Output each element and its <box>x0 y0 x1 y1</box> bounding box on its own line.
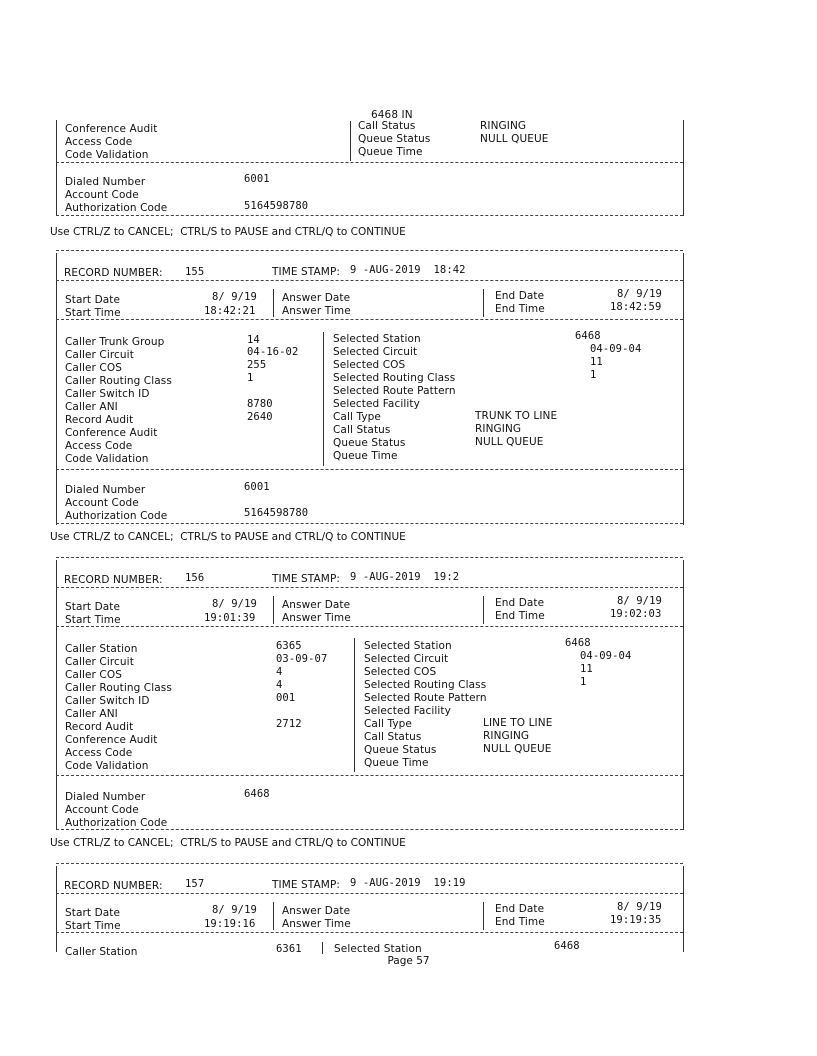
record-155-selected-value-2: 11 <box>590 356 603 368</box>
record-156-number: 156 <box>185 572 205 584</box>
fragment-left-1: Access Code <box>65 136 133 148</box>
record-157-start-time: 19:19:16 <box>204 918 256 930</box>
record-155-start-time: 18:42:21 <box>204 305 256 317</box>
record-156-start-time-label: Start Time <box>65 614 121 626</box>
record-155-dialed-value: 6001 <box>244 481 270 493</box>
record-156-end-time: 19:02:03 <box>610 608 662 620</box>
record-156-date-divider-2 <box>483 596 484 624</box>
record-155-start-date: 8/ 9/19 <box>212 291 257 303</box>
record-156-selected-value-6: LINE TO LINE <box>483 717 553 729</box>
record-156-end-date-label: End Date <box>495 597 545 609</box>
record-156-selected-label-3: Selected Routing Class <box>364 679 487 691</box>
record-155-selected-value-0: 6468 <box>575 330 601 342</box>
record-157-end-date: 8/ 9/19 <box>617 901 662 913</box>
record-156-dash-3 <box>56 775 683 776</box>
record-156-selected-value-1: 04-09-04 <box>580 650 632 662</box>
record-157-dash-2 <box>56 932 683 933</box>
record-155-date-divider-2 <box>483 289 484 317</box>
record-155-dash-3 <box>56 469 683 470</box>
record-156-start-date: 8/ 9/19 <box>212 598 257 610</box>
fragment-right-label-0: Call Status <box>358 120 416 132</box>
record-156-selected-label-0: Selected Station <box>364 640 452 652</box>
record-155-number-label: RECORD NUMBER: <box>64 267 163 279</box>
record-155-selected-label-2: Selected COS <box>333 359 406 371</box>
record-157-number: 157 <box>185 878 205 890</box>
record-157-date-divider-2 <box>483 902 484 930</box>
record-155-top-dash <box>56 250 683 251</box>
record-155-dash-4 <box>56 523 683 524</box>
fragment-auth-label: Authorization Code <box>65 202 168 214</box>
record-156-caller-label-5: Caller ANI <box>65 708 118 720</box>
record-157-caller-label: Caller Station <box>65 946 138 958</box>
record-156-answer-time-label: Answer Time <box>282 612 351 624</box>
record-155-end-date: 8/ 9/19 <box>617 288 662 300</box>
record-155-caller-value-5: 8780 <box>247 398 273 410</box>
record-155-selected-value-3: 1 <box>590 369 597 381</box>
fragment-dialed-label: Dialed Number <box>65 176 146 188</box>
record-155-start-time-label: Start Time <box>65 307 121 319</box>
record-157-number-label: RECORD NUMBER: <box>64 880 163 892</box>
record-156-selected-value-8: NULL QUEUE <box>483 743 552 755</box>
fragment-dialed-value: 6001 <box>244 173 270 185</box>
record-155-caller-value-6: 2640 <box>247 411 273 423</box>
record-157-top-dash <box>56 863 683 864</box>
record-155-selected-label-8: Queue Status <box>333 437 406 449</box>
fragment-divider <box>350 121 351 161</box>
record-155-start-date-label: Start Date <box>65 294 121 306</box>
record-155-caller-label-5: Caller ANI <box>65 401 118 413</box>
record-155-dialed-label: Dialed Number <box>65 484 146 496</box>
record-156-dash-4 <box>56 829 683 830</box>
record-155-auth-value: 5164598780 <box>244 507 309 519</box>
record-156-dialed-value: 6468 <box>244 788 270 800</box>
record-157-end-date-label: End Date <box>495 903 545 915</box>
record-157-date-divider-1 <box>273 902 274 930</box>
record-157-selected-value: 6468 <box>554 940 580 952</box>
record-155-caller-value-0: 14 <box>247 334 260 346</box>
record-157-answer-time-label: Answer Time <box>282 918 351 930</box>
fragment-left-0: Conference Audit <box>65 123 158 135</box>
record-156-account-label: Account Code <box>65 804 139 816</box>
record-156-caller-label-8: Access Code <box>65 747 133 759</box>
ctrl-message-1: Use CTRL/Z to CANCEL; CTRL/S to PAUSE and CTRL/Q to CONTINUE <box>50 226 406 238</box>
record-155-caller-label-6: Record Audit <box>65 414 134 426</box>
record-156-top-dash <box>56 557 683 558</box>
fragment-header-station: 6468 IN <box>371 109 413 121</box>
record-155-selected-value-1: 04-09-04 <box>590 343 642 355</box>
record-155-caller-label-2: Caller COS <box>65 362 122 374</box>
record-156-timestamp: 9 -AUG-2019 19:2 <box>350 571 460 583</box>
record-156-caller-label-3: Caller Routing Class <box>65 682 172 694</box>
record-155-selected-label-1: Selected Circuit <box>333 346 418 358</box>
record-156-start-date-label: Start Date <box>65 601 121 613</box>
record-155-selected-label-5: Selected Facility <box>333 398 420 410</box>
record-156-selected-value-2: 11 <box>580 663 593 675</box>
record-157-timestamp: 9 -AUG-2019 19:19 <box>350 877 466 889</box>
record-155-end-time-label: End Time <box>495 303 545 315</box>
fragment-right-value-0: RINGING <box>480 120 527 132</box>
record-156-dialed-label: Dialed Number <box>65 791 146 803</box>
record-156-date-divider-1 <box>273 596 274 624</box>
record-155-date-divider-1 <box>273 289 274 317</box>
record-156-caller-value-3: 4 <box>276 679 283 691</box>
record-156-selected-value-0: 6468 <box>565 637 591 649</box>
record-155-end-date-label: End Date <box>495 290 545 302</box>
record-155-caller-label-7: Conference Audit <box>65 427 158 439</box>
record-156-selected-label-1: Selected Circuit <box>364 653 449 665</box>
fragment-dash-2 <box>56 215 683 216</box>
record-155-caller-label-4: Caller Switch ID <box>65 388 150 400</box>
record-155-timestamp-label: TIME STAMP: <box>272 266 341 278</box>
record-155-selected-value-8: NULL QUEUE <box>475 436 544 448</box>
record-155-dash-1 <box>56 280 683 281</box>
record-155-caller-label-8: Access Code <box>65 440 133 452</box>
record-155-selected-label-7: Call Status <box>333 424 391 436</box>
record-156-selected-label-8: Queue Status <box>364 744 437 756</box>
record-156-caller-value-0: 6365 <box>276 640 302 652</box>
record-157-main-divider <box>322 942 323 954</box>
record-155-caller-label-9: Code Validation <box>65 453 149 465</box>
record-155-dash-2 <box>56 319 683 320</box>
record-156-caller-value-2: 4 <box>276 666 283 678</box>
record-157-timestamp-label: TIME STAMP: <box>272 879 341 891</box>
record-156-caller-label-7: Conference Audit <box>65 734 158 746</box>
record-156-caller-label-4: Caller Switch ID <box>65 695 150 707</box>
record-155-selected-value-7: RINGING <box>475 423 522 435</box>
record-155-selected-label-9: Queue Time <box>333 450 398 462</box>
ctrl-message-2: Use CTRL/Z to CANCEL; CTRL/S to PAUSE and CTRL/Q to CONTINUE <box>50 531 406 543</box>
record-156-selected-value-7: RINGING <box>483 730 530 742</box>
fragment-right-label-1: Queue Status <box>358 133 431 145</box>
record-155-selected-label-0: Selected Station <box>333 333 421 345</box>
record-155-main-divider <box>323 332 324 466</box>
record-155-end-time: 18:42:59 <box>610 301 662 313</box>
record-155-caller-label-0: Caller Trunk Group <box>65 336 165 348</box>
fragment-right-value-1: NULL QUEUE <box>480 133 549 145</box>
record-155-number: 155 <box>185 266 205 278</box>
record-156-selected-label-7: Call Status <box>364 731 422 743</box>
record-155-caller-label-1: Caller Circuit <box>65 349 134 361</box>
record-155-selected-label-3: Selected Routing Class <box>333 372 456 384</box>
fragment-account-label: Account Code <box>65 189 139 201</box>
record-155-answer-time-label: Answer Time <box>282 305 351 317</box>
ctrl-message-3: Use CTRL/Z to CANCEL; CTRL/S to PAUSE and CTRL/Q to CONTINUE <box>50 837 406 849</box>
record-156-caller-label-6: Record Audit <box>65 721 134 733</box>
record-156-number-label: RECORD NUMBER: <box>64 574 163 586</box>
record-155-selected-label-4: Selected Route Pattern <box>333 385 456 397</box>
record-156-start-time: 19:01:39 <box>204 612 256 624</box>
record-156-dash-2 <box>56 626 683 627</box>
record-155-caller-value-3: 1 <box>247 372 254 384</box>
record-156-selected-label-4: Selected Route Pattern <box>364 692 487 704</box>
record-155-account-label: Account Code <box>65 497 139 509</box>
record-157-end-time: 19:19:35 <box>610 914 662 926</box>
record-157-start-date-label: Start Date <box>65 907 121 919</box>
record-155-auth-label: Authorization Code <box>65 510 168 522</box>
record-156-caller-value-6: 2712 <box>276 718 302 730</box>
record-156-caller-value-4: 001 <box>276 692 296 704</box>
page-footer: Page 57 <box>387 955 430 967</box>
record-157-start-date: 8/ 9/19 <box>212 904 257 916</box>
record-156-caller-label-2: Caller COS <box>65 669 122 681</box>
record-156-end-time-label: End Time <box>495 610 545 622</box>
record-156-caller-value-1: 03-09-07 <box>276 653 328 665</box>
record-157-answer-date-label: Answer Date <box>282 905 351 917</box>
record-155-timestamp: 9 -AUG-2019 18:42 <box>350 264 466 276</box>
record-156-caller-label-0: Caller Station <box>65 643 138 655</box>
record-156-caller-label-1: Caller Circuit <box>65 656 134 668</box>
record-155-caller-label-3: Caller Routing Class <box>65 375 172 387</box>
record-157-dash-1 <box>56 893 683 894</box>
record-155-caller-value-1: 04-16-02 <box>247 346 299 358</box>
record-156-main-divider <box>354 638 355 772</box>
record-156-end-date: 8/ 9/19 <box>617 595 662 607</box>
record-157-selected-label: Selected Station <box>334 943 422 955</box>
record-156-selected-label-5: Selected Facility <box>364 705 451 717</box>
fragment-left-2: Code Validation <box>65 149 149 161</box>
record-156-selected-label-2: Selected COS <box>364 666 437 678</box>
record-155-answer-date-label: Answer Date <box>282 292 351 304</box>
fragment-dash-1 <box>56 162 683 163</box>
record-157-start-time-label: Start Time <box>65 920 121 932</box>
fragment-right-label-2: Queue Time <box>358 146 423 158</box>
record-157-caller-value: 6361 <box>276 943 302 955</box>
record-157-end-time-label: End Time <box>495 916 545 928</box>
record-156-auth-label: Authorization Code <box>65 817 168 829</box>
record-156-answer-date-label: Answer Date <box>282 599 351 611</box>
record-156-selected-value-3: 1 <box>580 676 587 688</box>
record-155-selected-label-6: Call Type <box>333 411 381 423</box>
record-155-selected-value-6: TRUNK TO LINE <box>475 410 558 422</box>
record-156-selected-label-9: Queue Time <box>364 757 429 769</box>
record-156-timestamp-label: TIME STAMP: <box>272 573 341 585</box>
record-156-dash-1 <box>56 587 683 588</box>
record-156-caller-label-9: Code Validation <box>65 760 149 772</box>
fragment-auth-value: 5164598780 <box>244 200 309 212</box>
record-155-caller-value-2: 255 <box>247 359 267 371</box>
record-156-selected-label-6: Call Type <box>364 718 412 730</box>
